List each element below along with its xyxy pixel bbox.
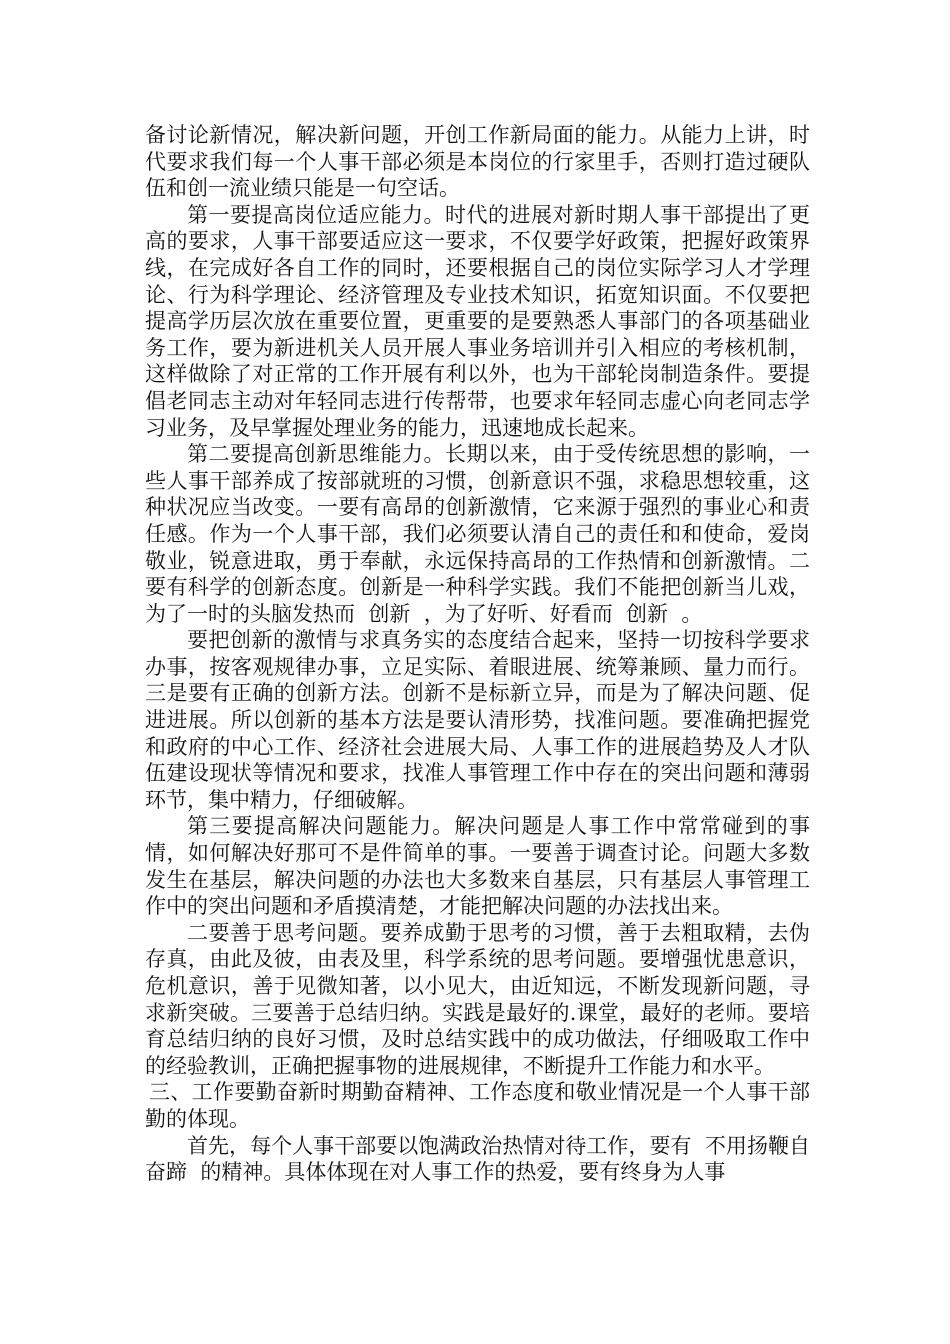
document-page	[145, 122, 810, 1186]
paragraph-6: 二要善于思考问题。要养成勤于思考的习惯，善于去粗取精，去伪存真，由此及彼，由表及里，科学系统的思考问题。要增强忧患意识，危机意识，善于见微知著，以小见大，由近知远，不断发现新问题，寻求新突破。三要善于总结归纳。实践是最好的.课堂，最好的老师。要培育总结归纳的良好习惯，及时总结实践中的成功做法，仔细吸取工作中的经验教训，正确把握事物的进展规律，不断提升工作能力和水平。	[145, 920, 810, 1078]
section-heading: 三、工作要勤奋新时期勤奋精神、工作态度和敬业情况是一个人事干部勤的体现。	[145, 1080, 810, 1131]
paragraph-5: 第三要提高解决问题能力。解决问题是人事工作中常常碰到的事情，如何解决好那可不是件简单的事。一要善于调查讨论。问题大多数发生在基层，解决问题的办法也大多数来自基层，只有基层人事管理工作中的突出问题和矛盾摸清楚，才能把解决问题的办法找出来。	[145, 814, 810, 919]
paragraph-1: 备讨论新情况，解决新问题，开创工作新局面的能力。从能力上讲，时代要求我们每一个人事干部必须是本岗位的行家里手，否则打造过硬队伍和创一流业绩只能是一句空话。	[145, 123, 810, 201]
paragraph-3: 第二要提高创新思维能力。长期以来，由于受传统思想的影响，一些人事干部养成了按部就班的习惯，创新意识不强，求稳思想较重，这种状况应当改变。一要有高昂的创新激情，它来源于强烈的事业心和责任感。作为一个人事干部，我们必须要认清自己的责任和和使命，爱岗敬业，锐意进取，勇于奉献，永远保持高昂的工作热情和创新激情。二要有科学的创新态度。创新是一种科学实践。我们不能把创新当儿戏，为了一时的头脑发热而 创新 ，为了好听、好看而 创新 。	[145, 442, 810, 626]
paragraph-2: 第一要提高岗位适应能力。时代的进展对新时期人事干部提出了更高的要求，人事干部要适应这一要求，不仅要学好政策，把握好政策界线，在完成好各自工作的同时，还要根据自己的岗位实际学习人才学理论、行为科学理论、经济管理及专业技术知识，拓宽知识面。不仅要把提高学历层次放在重要位置，更重要的是要熟悉人事部门的各项基础业务工作，要为新进机关人员开展人事业务培训并引入相应的考核机制，这样做除了对正常的工作开展有利以外，也为干部轮岗制造条件。要提倡老同志主动对年轻同志进行传帮带，也要求年轻同志虚心向老同志学习业务，及早掌握处理业务的能力，迅速地成长起来。	[145, 202, 810, 440]
paragraph-4: 要把创新的激情与求真务实的态度结合起来，坚持一切按科学要求办事，按客观规律办事，立足实际、着眼进展、统筹兼顾、量力而行。三是要有正确的创新方法。创新不是标新立异，而是为了解决问题、促进进展。所以创新的基本方法是要认清形势，找准问题。要准确把握党和政府的中心工作、经济社会进展大局、人事工作的进展趋势及人才队伍建设现状等情况和要求，找准人事管理工作中存在的突出问题和薄弱环节，集中精力，仔细破解。	[145, 628, 810, 812]
paragraph-7: 首先，每个人事干部要以饱满政治热情对待工作，要有 不用扬鞭自奋蹄 的精神。具体体现在对人事工作的热爱，要有终身为人事	[145, 1133, 810, 1185]
